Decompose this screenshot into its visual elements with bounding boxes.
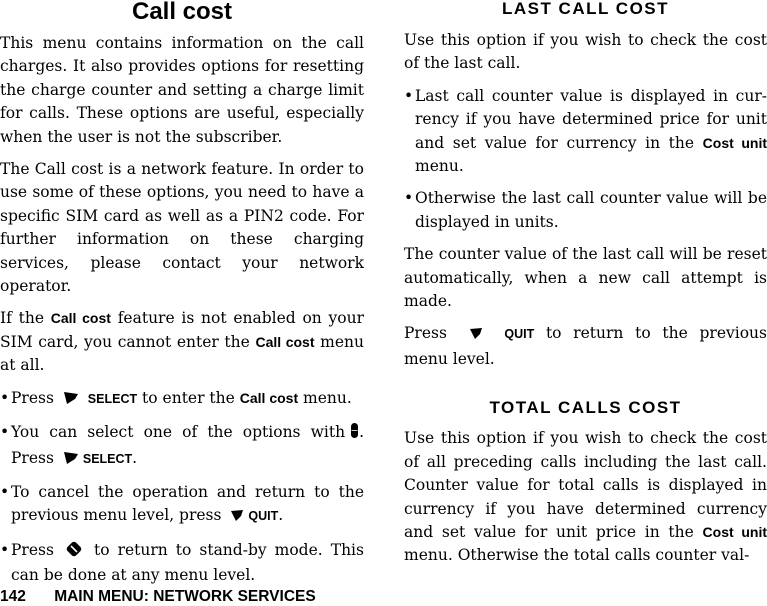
bullet-standby: • Press to return to stand-by mode. This can be done at any menu level. [0,539,364,588]
call-cost-term: Call cost [50,310,111,327]
cost-unit-term: Cost unit [702,523,767,540]
total-calls-cost-heading: TOTAL CALLS COST [489,398,682,418]
page-number: 142 [0,588,26,605]
left-soft-key-icon [63,389,79,412]
scroll-key-icon [350,422,359,446]
cost-unit-term: Cost unit [702,134,767,151]
not-enabled-paragraph: If the Call cost feature is not enabled on your SIM card, you cannot enter the Call cost menu at all. [0,309,364,375]
last-call-cost-heading: LAST CALL COST [501,0,670,18]
page-title: Call cost [131,0,233,25]
intro-paragraph: This menu contains information on the call charges. It also provides options for resetting the charge counter and setting a charge limit for calls. These options are useful, especially when the user is not the subscriber. [0,34,364,146]
left-soft-key-icon [63,449,79,472]
section-title: MAIN MENU: NETWORK SERVICES [54,588,316,605]
left-column [0,0,364,588]
bullet-select: • Press SELECT to enter the Call cost menu. [0,387,364,412]
right-soft-key-icon [469,324,483,347]
last-call-intro: Use this option if you wish to check the cost of the last call. [404,31,767,73]
quit-paragraph: Press QUIT to return to the previous menu level. [404,324,767,368]
network-feature-paragraph: The Call cost is a network feature. In order to use some of these options, you need to have a specific SIM card as well as a PIN2 code. For further information on these charging services, please contact your network operator. [0,160,364,296]
reset-paragraph: The counter value of the last call will be reset automatically, when a new call attempt is made. [404,245,767,311]
call-cost-term: Call cost [255,333,315,350]
right-column [404,0,767,568]
bullet-units: • Otherwise the last call counter value will be displayed in units. [404,187,767,234]
right-soft-key-icon [230,506,244,529]
bullet-currency: • Last call counter value is displayed in currency if you have determined price for unit and set value for currency in the Cost unit menu. [404,85,767,179]
bullet-quit: • To cancel the operation and return to the previous menu level, press QUIT. [0,481,364,530]
bullet-scroll: • You can select one of the options with . Press SELECT. [0,421,364,472]
total-calls-paragraph: Use this option if you wish to check the cost of all preceding calls including the last call. Counter value for total calls is displayed in currency if you have determined currency and set value for unit price in the Cost unit menu. Otherwise the total calls counter val- [404,429,767,565]
end-call-key-icon [66,541,82,564]
page-footer [0,588,316,606]
